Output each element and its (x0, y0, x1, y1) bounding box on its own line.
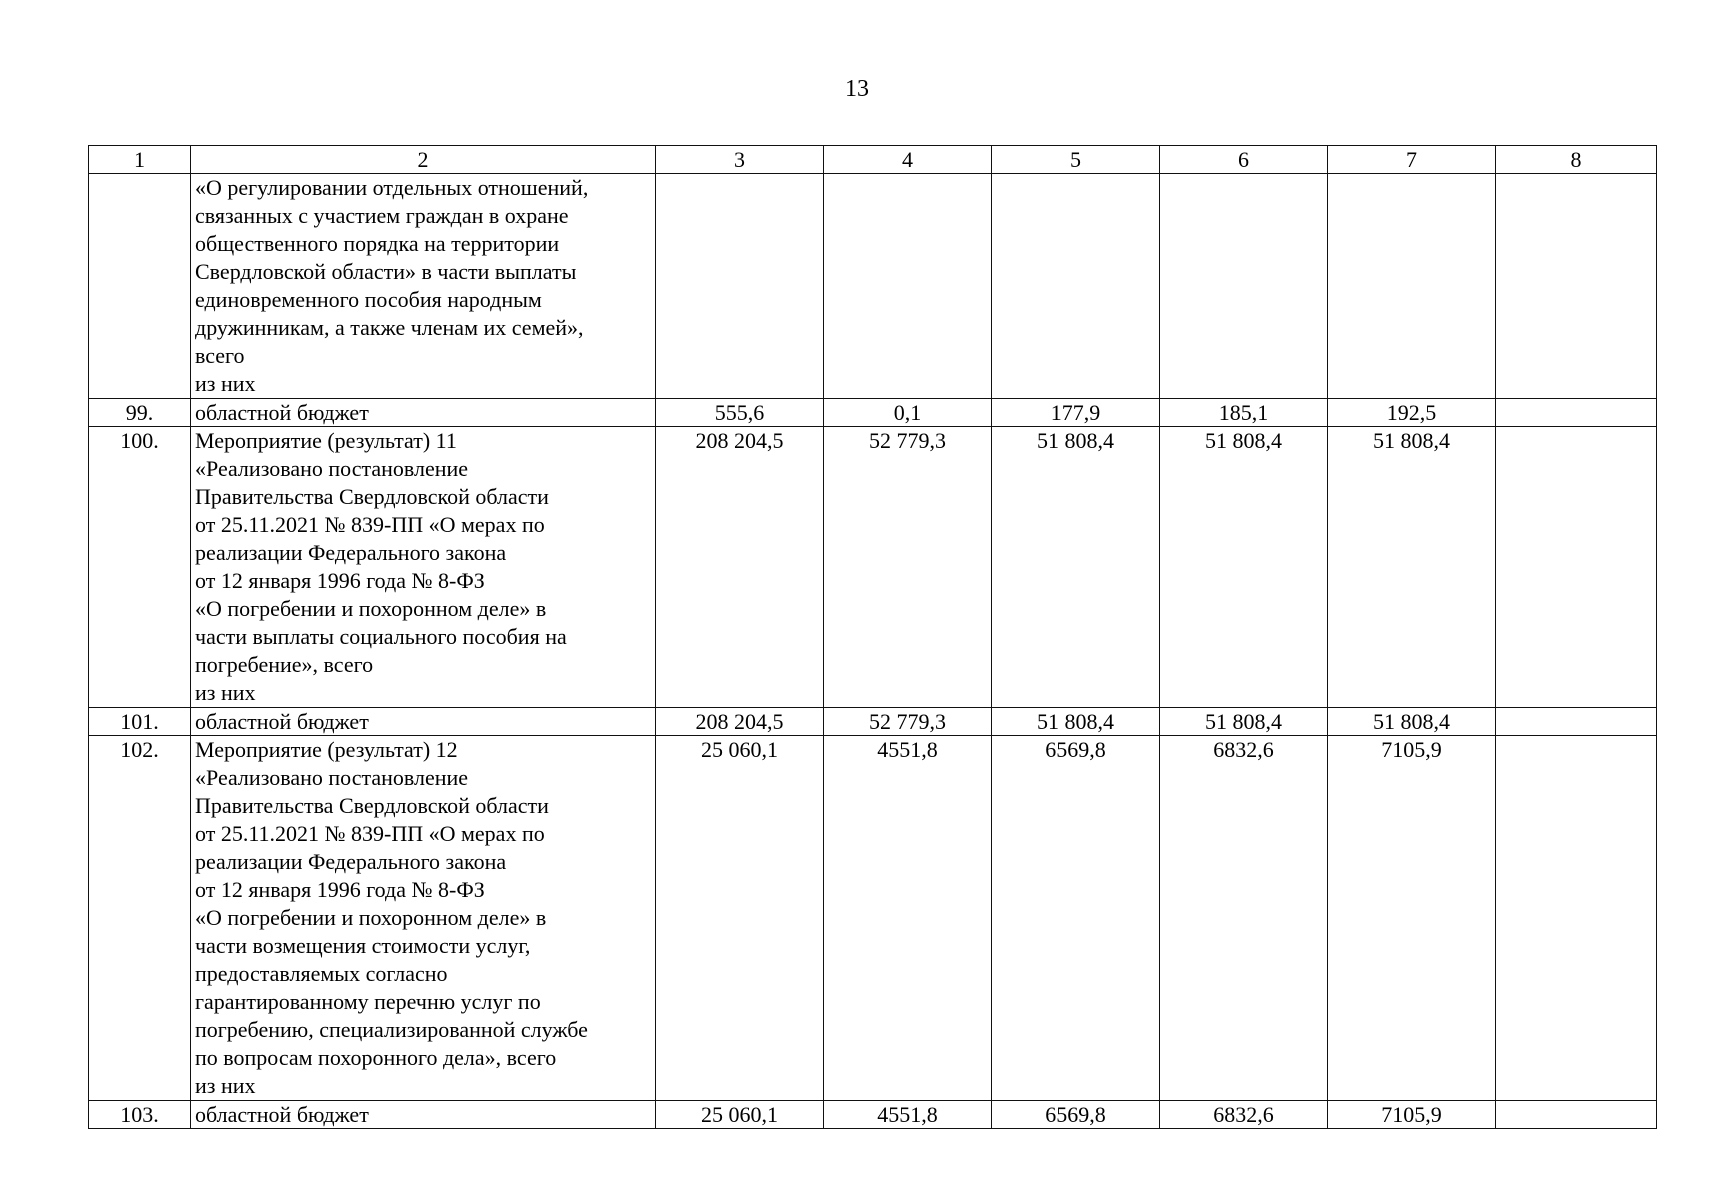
value-cell (1496, 708, 1657, 736)
header-row (89, 146, 1657, 174)
table-row (89, 174, 1657, 399)
value-cell: 7105,9 (1328, 736, 1496, 1101)
value-cell: 192,5 (1328, 399, 1496, 427)
value-cell (1496, 1101, 1657, 1129)
table-row (89, 708, 1657, 736)
value-cell: 6569,8 (992, 736, 1160, 1101)
value-cell: 51 808,4 (992, 427, 1160, 708)
value-cell (992, 174, 1160, 399)
table-row (89, 736, 1657, 1101)
value-cell: 4551,8 (824, 1101, 992, 1129)
row-number: 103. (89, 1101, 191, 1129)
value-cell: 4551,8 (824, 736, 992, 1101)
value-cell: 51 808,4 (1160, 708, 1328, 736)
column-header: 7 (1328, 146, 1496, 174)
row-description: областной бюджет (191, 708, 656, 736)
value-cell: 6832,6 (1160, 736, 1328, 1101)
value-cell (1496, 399, 1657, 427)
value-cell: 0,1 (824, 399, 992, 427)
value-cell: 208 204,5 (656, 708, 824, 736)
column-header: 5 (992, 146, 1160, 174)
value-cell: 177,9 (992, 399, 1160, 427)
value-cell: 51 808,4 (1160, 427, 1328, 708)
value-cell (656, 174, 824, 399)
row-description: Мероприятие (результат) 11 «Реализовано постановление Правительства Свердловской области от 25.11.2021 № 839-ПП «О мерах по реализации Федерального закона от 12 января 1996 года № 8-ФЗ «О погребении и похоронном деле» в части выплаты социального пособия на погребение», всего из них (191, 427, 656, 708)
column-header: 8 (1496, 146, 1657, 174)
row-number: 100. (89, 427, 191, 708)
row-description: областной бюджет (191, 399, 656, 427)
column-header: 4 (824, 146, 992, 174)
row-number: 102. (89, 736, 191, 1101)
value-cell: 51 808,4 (1328, 427, 1496, 708)
value-cell (1496, 427, 1657, 708)
value-cell: 52 779,3 (824, 427, 992, 708)
column-header: 3 (656, 146, 824, 174)
page-number: 13 (845, 76, 869, 102)
table-row (89, 399, 1657, 427)
value-cell (1328, 174, 1496, 399)
column-header: 6 (1160, 146, 1328, 174)
row-description: «О регулировании отдельных отношений, связанных с участием граждан в охране общественного порядка на территории Свердловской области» в части выплаты единовременного пособия народным дружинникам, а также членам их семей», всего из них (191, 174, 656, 399)
value-cell: 51 808,4 (992, 708, 1160, 736)
value-cell: 7105,9 (1328, 1101, 1496, 1129)
budget-table (88, 145, 1657, 1129)
value-cell: 51 808,4 (1328, 708, 1496, 736)
value-cell: 555,6 (656, 399, 824, 427)
value-cell (1160, 174, 1328, 399)
value-cell: 185,1 (1160, 399, 1328, 427)
table-row (89, 427, 1657, 708)
table-row (89, 1101, 1657, 1129)
value-cell (1496, 736, 1657, 1101)
value-cell: 25 060,1 (656, 736, 824, 1101)
row-description: областной бюджет (191, 1101, 656, 1129)
value-cell: 6569,8 (992, 1101, 1160, 1129)
column-header: 1 (89, 146, 191, 174)
row-number: 101. (89, 708, 191, 736)
value-cell: 25 060,1 (656, 1101, 824, 1129)
value-cell: 6832,6 (1160, 1101, 1328, 1129)
value-cell (824, 174, 992, 399)
value-cell: 208 204,5 (656, 427, 824, 708)
row-number: 99. (89, 399, 191, 427)
value-cell (1496, 174, 1657, 399)
row-number (89, 174, 191, 399)
value-cell: 52 779,3 (824, 708, 992, 736)
row-description: Мероприятие (результат) 12 «Реализовано постановление Правительства Свердловской области от 25.11.2021 № 839-ПП «О мерах по реализации Федерального закона от 12 января 1996 года № 8-ФЗ «О погребении и похоронном деле» в части возмещения стоимости услуг, предоставляемых согласно гарантированному перечню услуг по погребению, специализированной службе по вопросам похоронного дела», всего из них (191, 736, 656, 1101)
column-header: 2 (191, 146, 656, 174)
